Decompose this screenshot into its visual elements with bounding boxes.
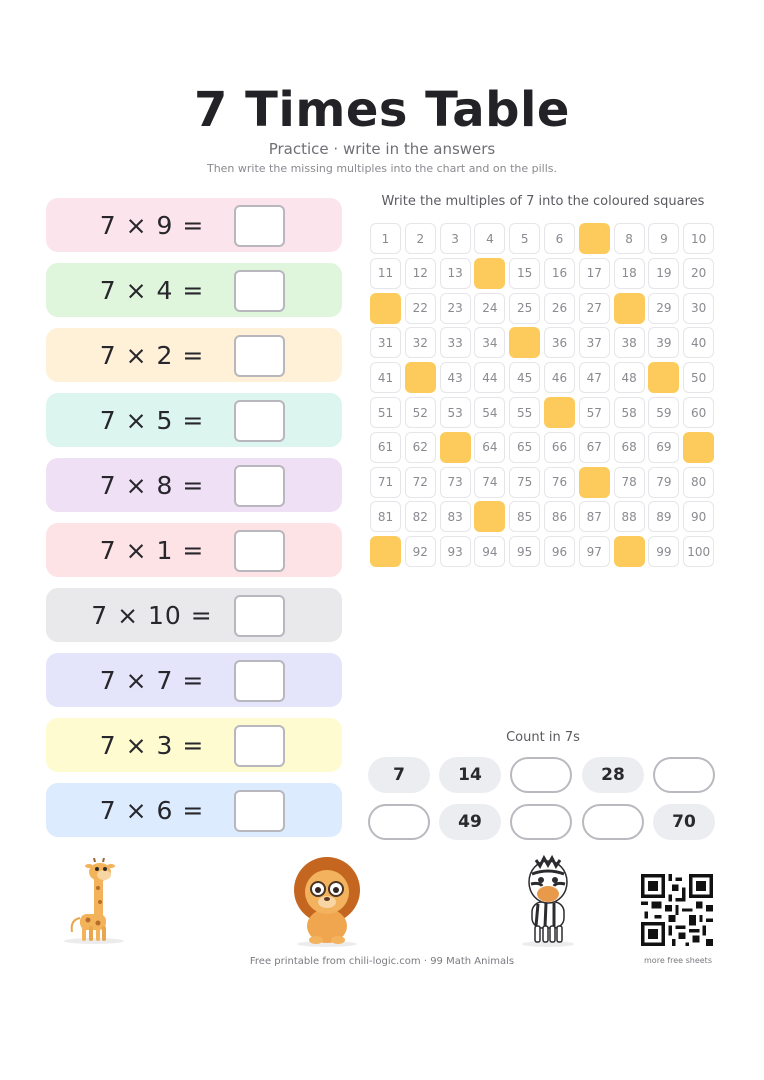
equation-text: 7 × 3 =: [99, 730, 205, 760]
equation-text: 7 × 4 =: [99, 275, 205, 305]
footer-credit: Free printable from chili-logic.com · 99 Math Animals: [249, 956, 515, 967]
count-pill: 70: [653, 804, 715, 840]
chart-cell-blank[interactable]: [474, 258, 505, 289]
chart-cell: 29: [648, 293, 679, 324]
chart-cell: 32: [405, 327, 436, 358]
chart-cell: 60: [683, 397, 714, 428]
chart-cell: 36: [544, 327, 575, 358]
chart-cell: 96: [544, 536, 575, 567]
instructions: Then write the missing multiples into the chart and on the pills.: [206, 162, 558, 175]
chart-cell: 34: [474, 327, 505, 358]
chart-cell: 85: [509, 501, 540, 532]
equation-pill: [46, 328, 342, 382]
chart-cell: 59: [648, 397, 679, 428]
chart-cell: 92: [405, 536, 436, 567]
chart-cell: 24: [474, 293, 505, 324]
chart-cell: 75: [509, 467, 540, 498]
chart-cell: 71: [370, 467, 401, 498]
chart-cell: 50: [683, 362, 714, 393]
hundred-chart: [370, 223, 716, 568]
equation-pill: [46, 198, 342, 252]
chart-cell: 51: [370, 397, 401, 428]
chart-cell: 66: [544, 432, 575, 463]
answer-box[interactable]: [234, 790, 285, 832]
chart-cell: 48: [614, 362, 645, 393]
chart-cell: 11: [370, 258, 401, 289]
page-title: 7 Times Table: [194, 82, 570, 138]
equation-pill: [46, 588, 342, 642]
chart-cell: 52: [405, 397, 436, 428]
chart-cell-blank[interactable]: [370, 536, 401, 567]
chart-cell: 47: [579, 362, 610, 393]
equation-text: 7 × 2 =: [99, 340, 205, 370]
zebra-icon: [514, 854, 582, 948]
equation-text: 7 × 1 =: [99, 535, 205, 565]
lion-icon: [286, 856, 368, 948]
equation-text: 7 × 8 =: [99, 470, 205, 500]
chart-cell: 58: [614, 397, 645, 428]
chart-cell: 37: [579, 327, 610, 358]
chart-cell-blank[interactable]: [579, 467, 610, 498]
chart-cell-blank[interactable]: [648, 362, 679, 393]
chart-cell: 55: [509, 397, 540, 428]
chart-cell-blank[interactable]: [614, 293, 645, 324]
answer-box[interactable]: [234, 530, 285, 572]
chart-cell: 45: [509, 362, 540, 393]
chart-cell: 97: [579, 536, 610, 567]
chart-cell: 94: [474, 536, 505, 567]
answer-box[interactable]: [234, 335, 285, 377]
chart-cell: 82: [405, 501, 436, 532]
equation-pill: [46, 393, 342, 447]
chart-cell: 40: [683, 327, 714, 358]
chart-cell: 67: [579, 432, 610, 463]
chart-cell: 61: [370, 432, 401, 463]
chart-cell: 9: [648, 223, 679, 254]
chart-cell: 22: [405, 293, 436, 324]
chart-cell: 95: [509, 536, 540, 567]
chart-cell: 41: [370, 362, 401, 393]
chart-cell-blank[interactable]: [579, 223, 610, 254]
chart-title: Write the multiples of 7 into the coloured squares: [381, 194, 705, 209]
count-pill: 49: [439, 804, 501, 840]
chart-cell: 8: [614, 223, 645, 254]
chart-cell: 5: [509, 223, 540, 254]
chart-cell: 46: [544, 362, 575, 393]
chart-cell: 73: [440, 467, 471, 498]
chart-cell: 79: [648, 467, 679, 498]
chart-cell: 1: [370, 223, 401, 254]
chart-cell: 10: [683, 223, 714, 254]
chart-cell-blank[interactable]: [509, 327, 540, 358]
giraffe-icon: [58, 858, 128, 946]
answer-box[interactable]: [234, 400, 285, 442]
chart-cell-blank[interactable]: [405, 362, 436, 393]
count-pill: 7: [368, 757, 430, 793]
count-pill: 14: [439, 757, 501, 793]
answer-box[interactable]: [234, 205, 285, 247]
chart-cell: 87: [579, 501, 610, 532]
chart-cell: 69: [648, 432, 679, 463]
chart-cell: 54: [474, 397, 505, 428]
count-pill-blank[interactable]: [582, 804, 644, 840]
chart-cell: 6: [544, 223, 575, 254]
count-title: Count in 7s: [506, 730, 580, 745]
chart-cell: 86: [544, 501, 575, 532]
chart-cell: 62: [405, 432, 436, 463]
chart-cell: 76: [544, 467, 575, 498]
chart-cell: 13: [440, 258, 471, 289]
count-pill-blank[interactable]: [510, 804, 572, 840]
chart-cell: 65: [509, 432, 540, 463]
chart-cell: 26: [544, 293, 575, 324]
chart-cell: 19: [648, 258, 679, 289]
chart-cell: 18: [614, 258, 645, 289]
chart-cell: 30: [683, 293, 714, 324]
chart-cell-blank[interactable]: [370, 293, 401, 324]
chart-cell: 25: [509, 293, 540, 324]
answer-box[interactable]: [234, 660, 285, 702]
count-pill: 28: [582, 757, 644, 793]
chart-cell: 68: [614, 432, 645, 463]
equation-text: 7 × 9 =: [99, 210, 205, 240]
answer-box[interactable]: [234, 270, 285, 312]
count-pill-blank[interactable]: [653, 757, 715, 793]
chart-cell: 89: [648, 501, 679, 532]
chart-cell: 83: [440, 501, 471, 532]
chart-cell: 93: [440, 536, 471, 567]
chart-cell-blank[interactable]: [614, 536, 645, 567]
chart-cell: 16: [544, 258, 575, 289]
chart-cell: 99: [648, 536, 679, 567]
equation-text: 7 × 6 =: [99, 795, 205, 825]
qr-caption: more free sheets: [644, 956, 712, 965]
chart-cell: 80: [683, 467, 714, 498]
page-subtitle: Practice · write in the answers: [268, 140, 496, 158]
count-pill-blank[interactable]: [510, 757, 572, 793]
answer-box[interactable]: [234, 725, 285, 767]
equation-pill: [46, 458, 342, 512]
equation-pill: [46, 653, 342, 707]
chart-cell: 81: [370, 501, 401, 532]
chart-cell: 17: [579, 258, 610, 289]
chart-cell: 44: [474, 362, 505, 393]
qr-code-icon[interactable]: [641, 874, 713, 946]
chart-cell: 64: [474, 432, 505, 463]
equation-pill: [46, 783, 342, 837]
chart-cell: 53: [440, 397, 471, 428]
chart-cell: 43: [440, 362, 471, 393]
equation-text: 7 × 5 =: [99, 405, 205, 435]
equation-pill: [46, 523, 342, 577]
chart-cell-blank[interactable]: [474, 501, 505, 532]
answer-box[interactable]: [234, 595, 285, 637]
count-pill-blank[interactable]: [368, 804, 430, 840]
chart-cell: 33: [440, 327, 471, 358]
chart-cell: 100: [683, 536, 714, 567]
chart-cell: 57: [579, 397, 610, 428]
chart-cell-blank[interactable]: [440, 432, 471, 463]
chart-cell: 12: [405, 258, 436, 289]
equation-pill: [46, 718, 342, 772]
chart-cell: 3: [440, 223, 471, 254]
chart-cell: 31: [370, 327, 401, 358]
chart-cell: 78: [614, 467, 645, 498]
chart-cell: 2: [405, 223, 436, 254]
chart-cell: 23: [440, 293, 471, 324]
equation-text: 7 × 10 =: [91, 600, 213, 630]
chart-cell: 74: [474, 467, 505, 498]
equation-pill: [46, 263, 342, 317]
chart-cell-blank[interactable]: [683, 432, 714, 463]
chart-cell: 39: [648, 327, 679, 358]
chart-cell: 90: [683, 501, 714, 532]
chart-cell: 72: [405, 467, 436, 498]
chart-cell: 38: [614, 327, 645, 358]
chart-cell: 88: [614, 501, 645, 532]
equation-text: 7 × 7 =: [99, 665, 205, 695]
chart-cell: 27: [579, 293, 610, 324]
chart-cell: 20: [683, 258, 714, 289]
chart-cell-blank[interactable]: [544, 397, 575, 428]
answer-box[interactable]: [234, 465, 285, 507]
chart-cell: 4: [474, 223, 505, 254]
chart-cell: 15: [509, 258, 540, 289]
